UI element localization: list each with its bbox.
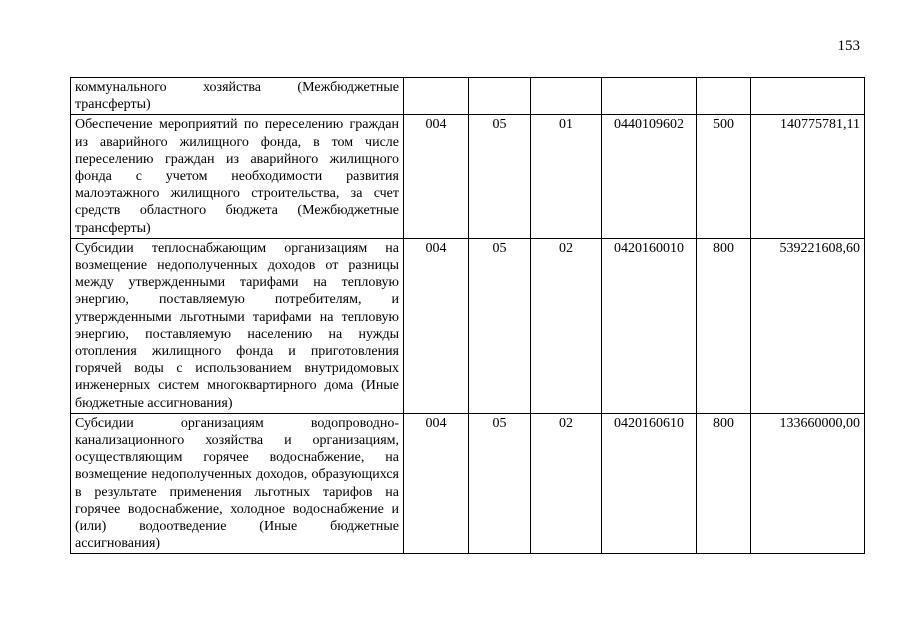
ministry-code: 004 [404,238,469,413]
ministry-code: 004 [404,115,469,238]
section-code: 05 [469,115,531,238]
budget-table [70,77,865,554]
amount: 133660000,00 [751,413,865,554]
row-description: коммунального хозяйства (Межбюджетные трансферты) [71,78,404,115]
amount [751,78,865,115]
table-row [71,413,865,554]
section-code: 05 [469,413,531,554]
table-row [71,238,865,413]
row-description: Субсидии теплоснабжающим организациям на возмещение недополученных доходов от разницы между утвержденными тарифами на тепловую энергию, поставляемую потребителям, и утвержденными льготными тарифами на тепловую энергию, поставляемую населению на нужды отопления жилищного фонда и приготовления горячей воды с использованием внутридомовых инженерных систем многоквартирного дома (Иные бюджетные ассигнования) [71,238,404,413]
expense-kind-code [697,78,751,115]
expense-kind-code: 800 [697,238,751,413]
amount: 539221608,60 [751,238,865,413]
section-code: 05 [469,238,531,413]
expense-kind-code: 800 [697,413,751,554]
target-article-code: 0420160010 [602,238,697,413]
subsection-code: 01 [531,115,602,238]
target-article-code: 0440109602 [602,115,697,238]
table-row [71,115,865,238]
section-code [469,78,531,115]
target-article-code [602,78,697,115]
subsection-code [531,78,602,115]
row-description: Обеспечение мероприятий по переселению граждан из аварийного жилищного фонда, в том числе переселению граждан из аварийного жилищного фонда с учетом необходимости развития малоэтажного жилищного строительства, за счет средств областного бюджета (Межбюджетные трансферты) [71,115,404,238]
page-number: 153 [837,38,860,54]
ministry-code [404,78,469,115]
subsection-code: 02 [531,413,602,554]
target-article-code: 0420160610 [602,413,697,554]
ministry-code: 004 [404,413,469,554]
expense-kind-code: 500 [697,115,751,238]
subsection-code: 02 [531,238,602,413]
amount: 140775781,11 [751,115,865,238]
row-description: Субсидии организациям водопроводно-канализационного хозяйства и организациям, осуществляющим горячее водоснабжение, на возмещение недополученных доходов, образующихся в результате применения льготных тарифов на горячее водоснабжение, холодное водоснабжение и (или) водоотведение (Иные бюджетные ассигнования) [71,413,404,554]
table-row [71,78,865,115]
